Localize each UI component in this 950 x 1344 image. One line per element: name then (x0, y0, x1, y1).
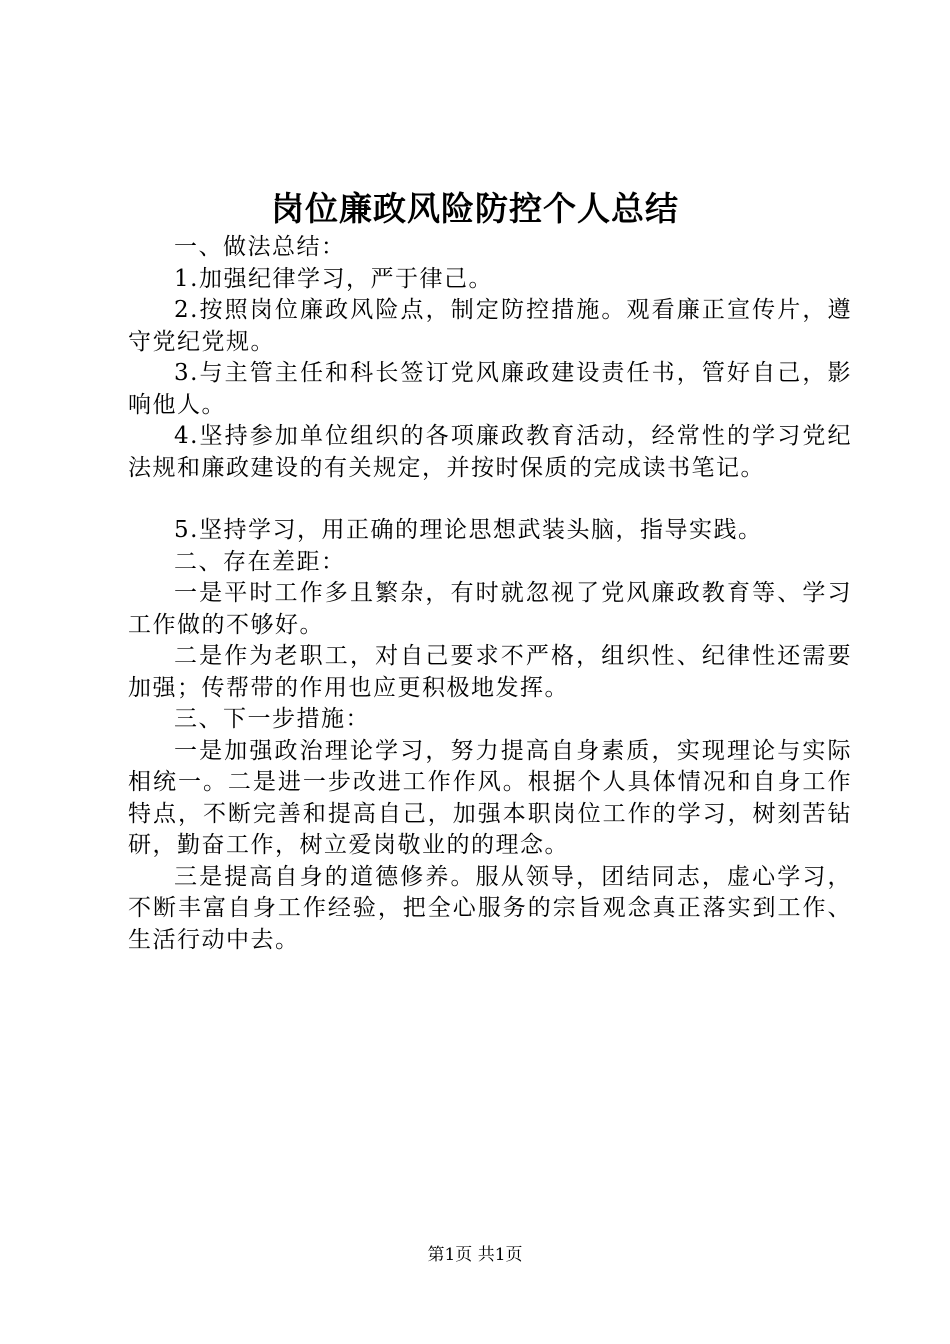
section-heading-next-steps: 三、下一步措施： (174, 706, 370, 732)
page-footer: 第1页 共1页 (427, 1245, 523, 1265)
paragraph-item-2: 2.按照岗位廉政风险点，制定防控措施。观看廉正宣传片，遵守党纪党规。 (128, 297, 852, 355)
paragraph-item-1: 1.加强纪律学习，严于律己。 (174, 265, 493, 292)
section-heading-practice: 一、做法总结： (174, 234, 346, 260)
paragraph-gap-1: 一是平时工作多且繁杂，有时就忽视了党风廉政教育等、学习工作做的不够好。 (128, 580, 852, 638)
paragraph-item-4: 4.坚持参加单位组织的各项廉政教育活动，经常性的学习党纪法规和廉政建设的有关规定，并按时保质的完成读书笔记。 (128, 423, 852, 481)
paragraph-item-3: 3.与主管主任和科长签订党风廉政建设责任书，管好自己，影响他人。 (128, 360, 852, 418)
section-heading-gaps: 二、存在差距： (174, 548, 346, 575)
paragraph-step-3: 三是提高自身的道德修养。服从领导，团结同志，虚心学习，不断丰富自身工作经验，把全心服务的宗旨观念真正落实到工作、生活行动中去。 (128, 863, 852, 953)
paragraph-item-5: 5.坚持学习，用正确的理论思想武装头脑，指导实践。 (174, 517, 763, 543)
paragraph-gap-2: 二是作为老职工，对自己要求不严格，组织性、纪律性还需要加强；传帮带的作用也应更积极地发挥。 (128, 643, 852, 701)
document-body (128, 232, 852, 956)
document-title: 岗位廉政风险防控个人总结 (271, 189, 679, 228)
paragraph-step-1: 一是加强政治理论学习，努力提高自身素质，实现理论与实际相统一。二是进一步改进工作作风。根据个人具体情况和自身工作特点，不断完善和提高自己，加强本职岗位工作的学习，树刻苦钻研，勤奋工作，树立爱岗敬业的的理念。 (128, 737, 852, 858)
